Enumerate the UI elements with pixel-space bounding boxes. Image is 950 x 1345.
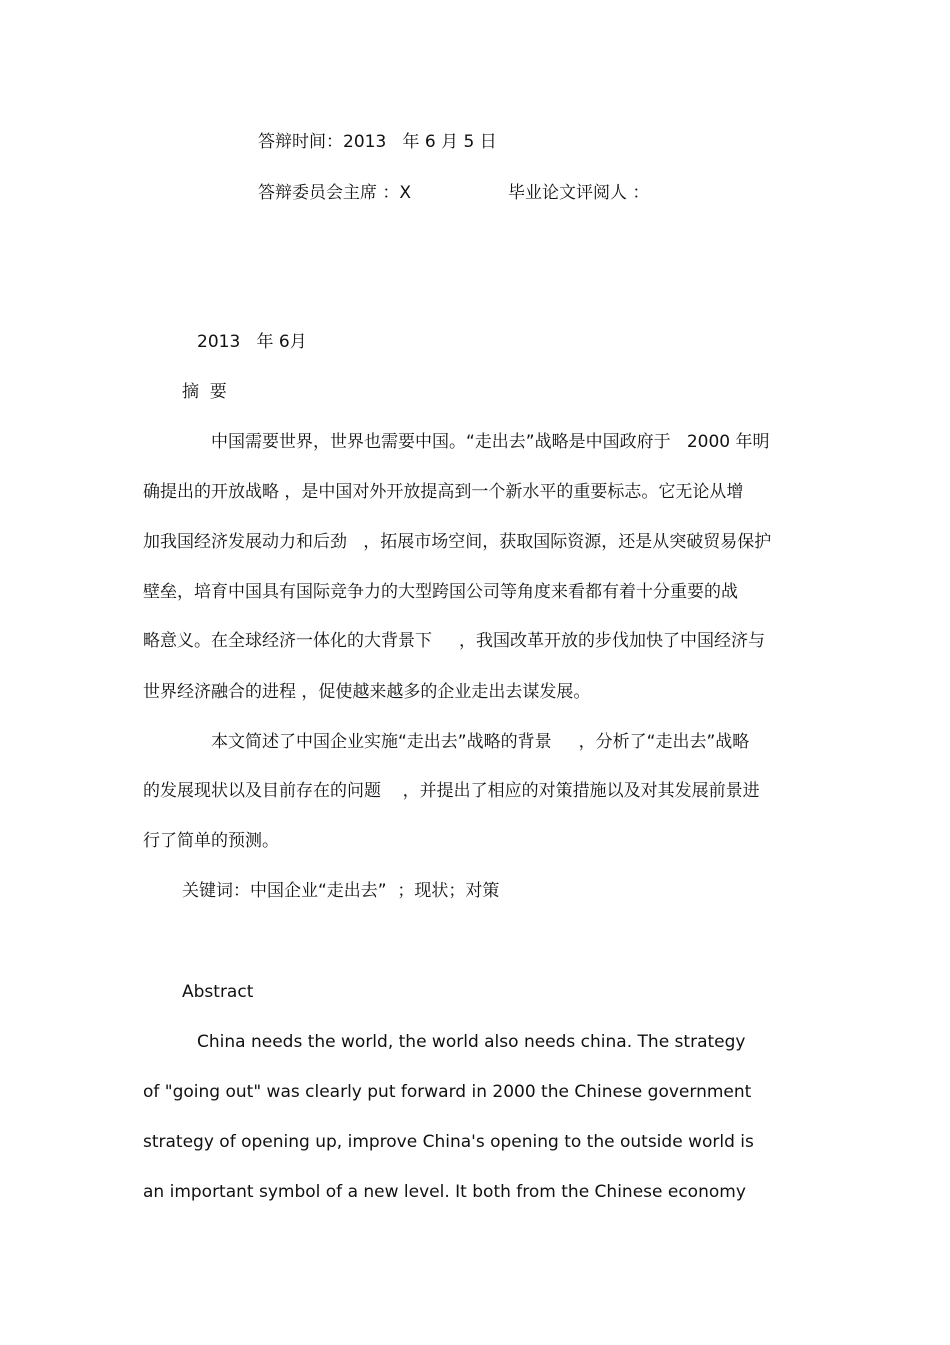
defense-chair: 答辩委员会主席 ：X (258, 183, 412, 203)
abstract-en-line: strategy of opening up, improve China's opening to the outside world is (143, 1132, 754, 1152)
defense-time: 答辩时间：2013 年 6 月 5 日 (258, 132, 497, 152)
abstract-cn-heading: 摘 要 (182, 382, 227, 402)
abstract-en-line: of "going out" was clearly put forward in 2000 the Chinese government (143, 1082, 752, 1102)
submission-date: 2013 年 6月 (197, 332, 307, 352)
abstract-cn-line: 略意义。在全球经济一体化的大背景下 ，我国改革开放的步伐加快了中国经济与 (143, 631, 766, 651)
thesis-reviewer: 毕业论文评阅人 ： (508, 183, 650, 203)
abstract-cn-line: 壁垒，培育中国具有国际竞争力的大型跨国公司等角度来看都有着十分重要的战 (143, 582, 738, 602)
keywords-cn: 关键词：中国企业“走出去” ；现状；对策 (182, 881, 500, 901)
abstract-en-heading: Abstract (182, 982, 254, 1002)
abstract-cn-line: 确提出的开放战略 ，是中国对外开放提高到一个新水平的重要标志。它无论从增 (143, 482, 744, 502)
abstract-cn-line: 的发展现状以及目前存在的问题 ，并提出了相应的对策措施以及对其发展前景进 (143, 781, 760, 801)
abstract-cn-line: 加我国经济发展动力和后劲 ，拓展市场空间，获取国际资源，还是从突破贸易保护 (143, 532, 772, 552)
abstract-cn-line: 世界经济融合的进程 ，促使越来越多的企业走出去谋发展。 (143, 682, 591, 702)
abstract-en-line: China needs the world, the world also needs china. The strategy (197, 1032, 746, 1052)
abstract-cn-line: 中国需要世界，世界也需要中国。“走出去”战略是中国政府于 2000 年明 (211, 432, 770, 452)
abstract-cn-line: 行了简单的预测。 (143, 831, 279, 851)
abstract-cn-line: 本文简述了中国企业实施“走出去”战略的背景 ，分析了“走出去”战略 (211, 732, 750, 752)
abstract-en-line: an important symbol of a new level. It both from the Chinese economy (143, 1182, 746, 1202)
